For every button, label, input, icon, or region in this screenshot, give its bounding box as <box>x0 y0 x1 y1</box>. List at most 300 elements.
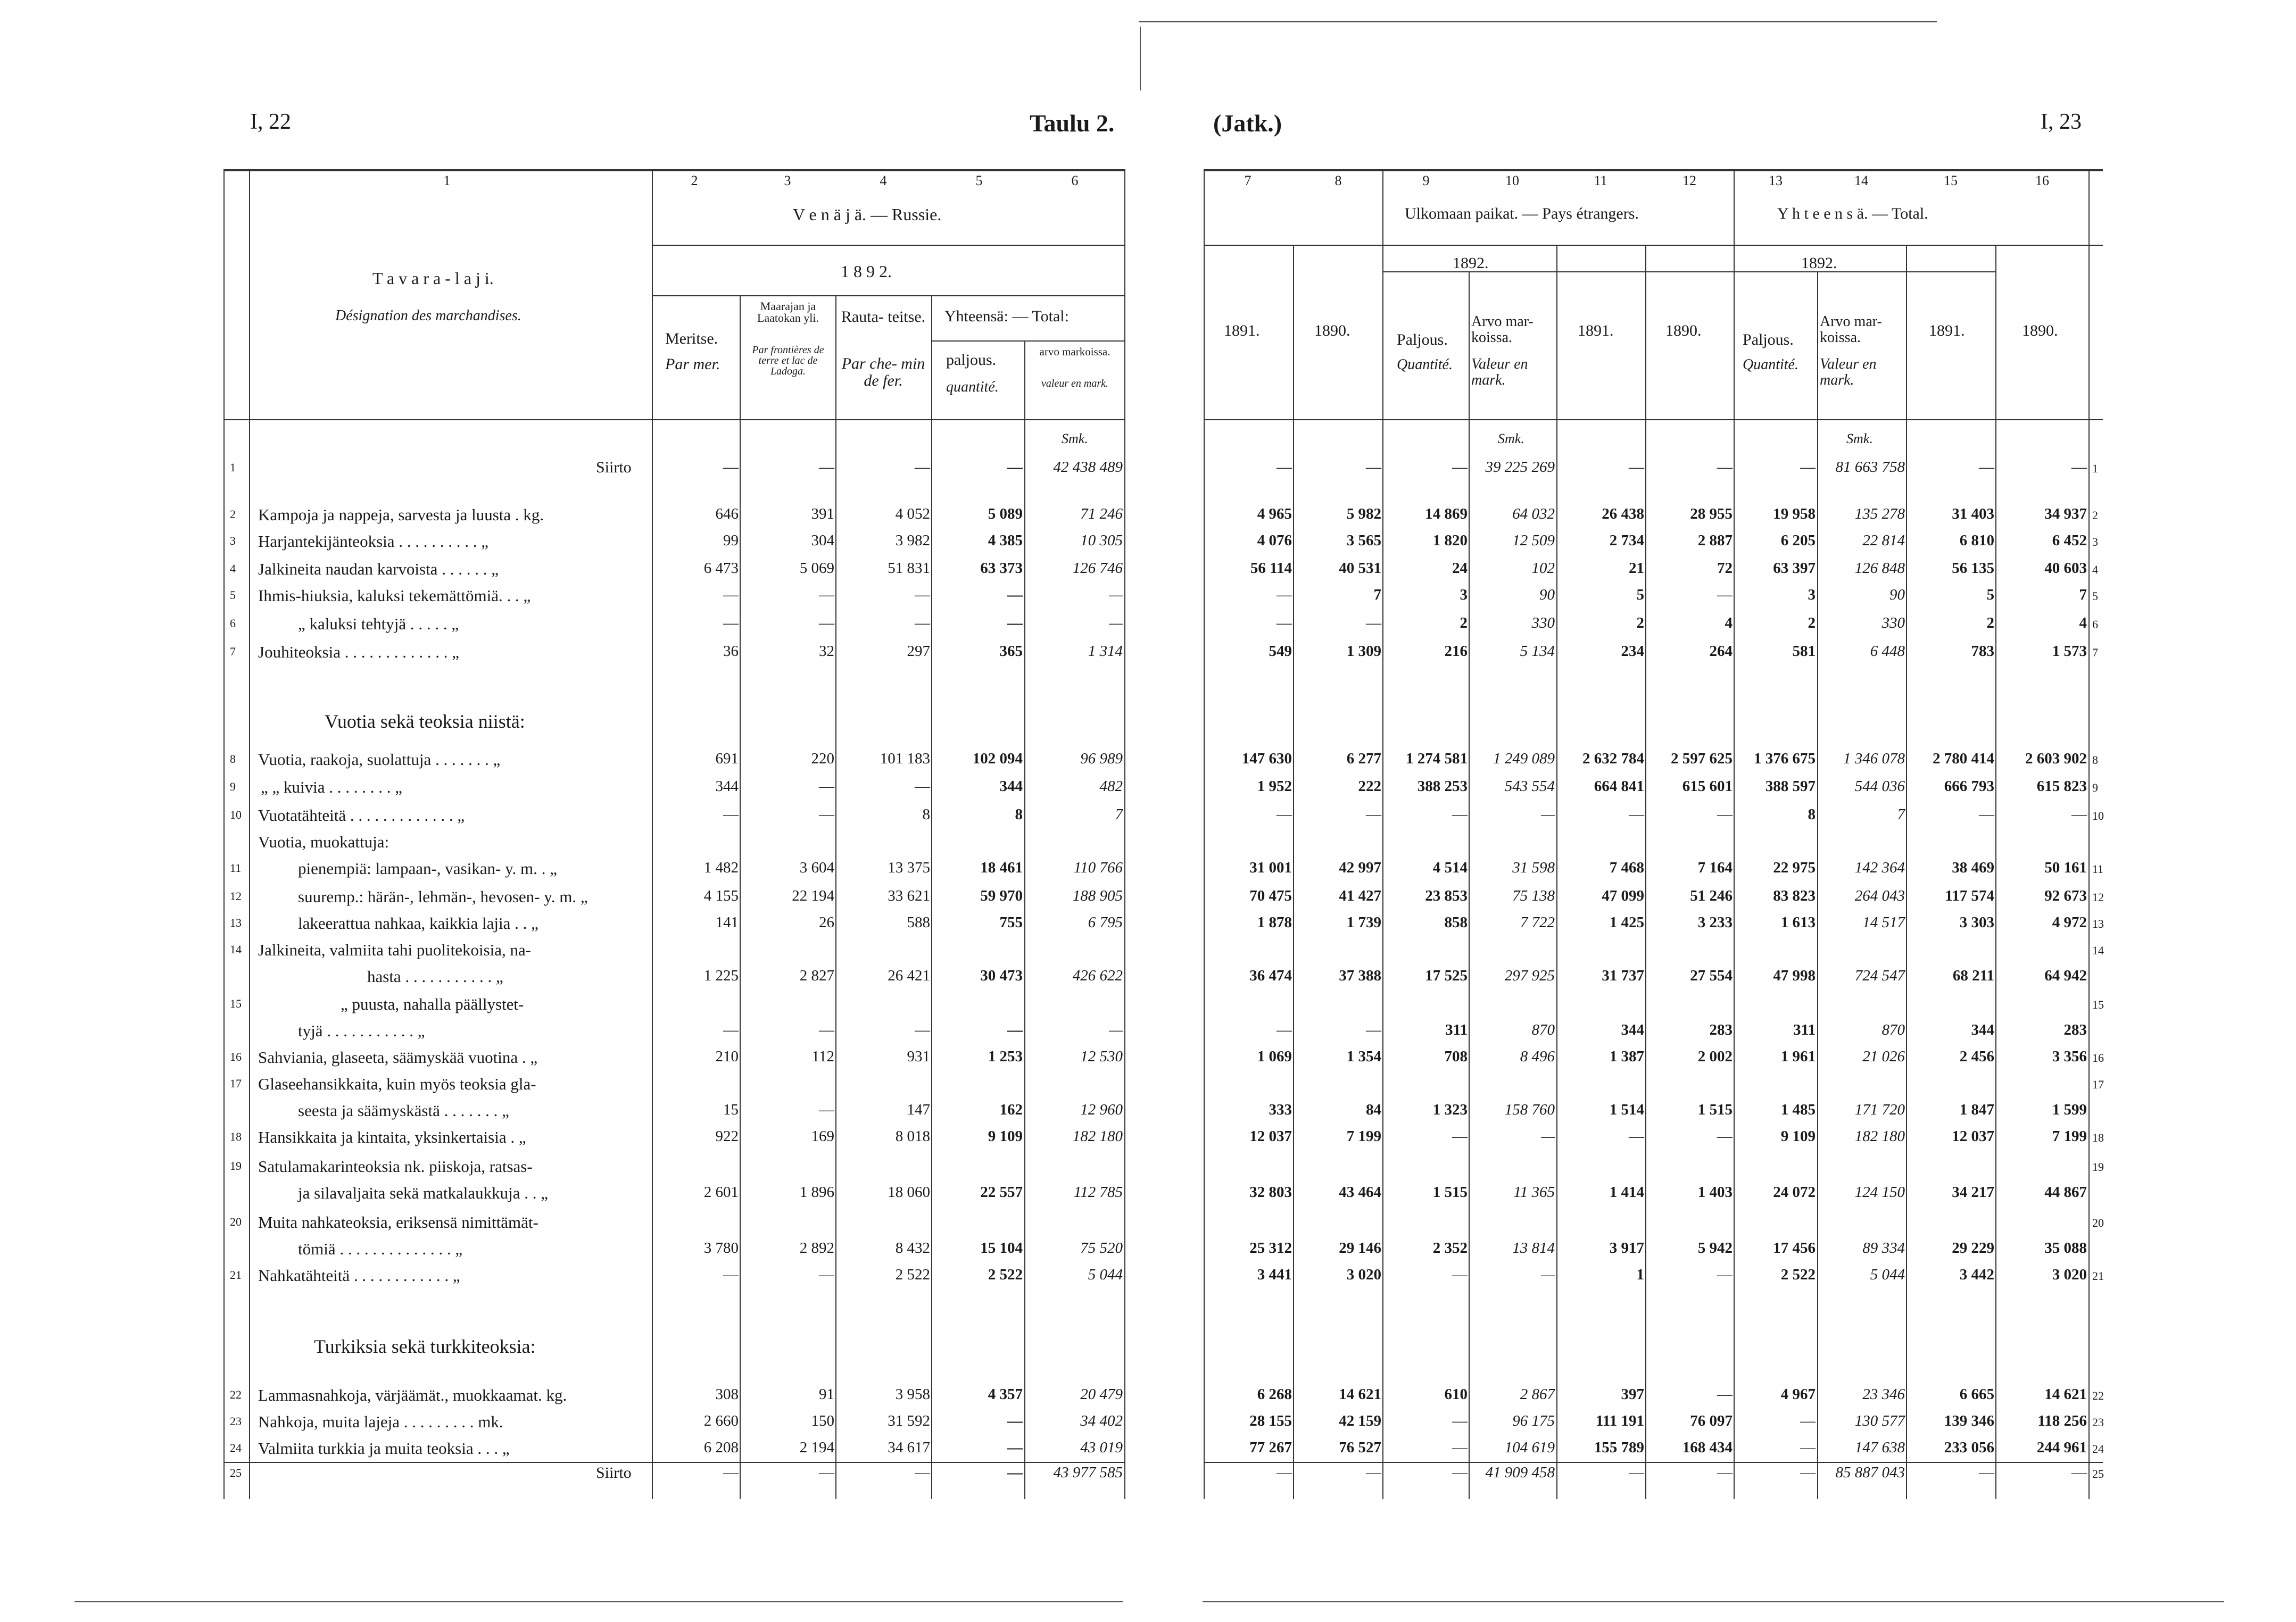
right-value-cell: 147 638 <box>1854 1439 1905 1456</box>
right-value-cell: 1 952 <box>1257 778 1292 795</box>
right-value-cell: 13 814 <box>1512 1240 1555 1257</box>
right-value-cell: 1 573 <box>2052 643 2087 660</box>
left-value-cell: 1 253 <box>988 1048 1023 1065</box>
right-value-cell: 283 <box>1709 1021 1733 1038</box>
right-value-cell: 7 199 <box>1346 1128 1381 1145</box>
left-value-cell: 43 977 585 <box>1053 1464 1123 1481</box>
left-col-number: 2 <box>691 173 698 188</box>
left-value-cell: 2 522 <box>988 1266 1023 1283</box>
left-value-cell: 482 <box>1099 778 1123 795</box>
row-number-left: 20 <box>230 1215 242 1228</box>
row-description: Jouhiteoksia . . . . . . . . . . . . . „ <box>258 643 459 661</box>
row-number-right: 11 <box>2092 862 2104 876</box>
row-description: tömiä . . . . . . . . . . . . . . „ <box>298 1240 463 1258</box>
left-value-cell: 646 <box>715 505 739 522</box>
row-description: Satulamakarinteoksia nk. piiskoja, ratsas- <box>258 1157 533 1176</box>
right-value-cell: 4 076 <box>1257 532 1292 549</box>
right-value-cell: 8 496 <box>1520 1048 1555 1065</box>
right-value-cell: — <box>1979 459 1994 476</box>
right-value-cell: 17 525 <box>1425 967 1468 984</box>
right-value-cell: 72 <box>1717 560 1733 577</box>
right-value-cell: 81 663 758 <box>1835 459 1905 476</box>
right-value-cell: 2 522 <box>1780 1266 1816 1283</box>
right-value-cell: 333 <box>1269 1101 1292 1118</box>
right-value-cell: 5 134 <box>1520 643 1555 660</box>
left-value-cell: 4 155 <box>703 887 739 904</box>
left-value-cell: — <box>915 459 930 476</box>
row-description: Muita nahkateoksia, eriksensä nimittämät- <box>258 1213 538 1232</box>
row-description: suuremp.: härän-, lehmän-, hevosen- y. m. „ <box>298 887 588 906</box>
right-value-cell: 6 268 <box>1257 1386 1292 1403</box>
left-value-cell: 22 557 <box>980 1184 1023 1201</box>
right-value-cell: 14 869 <box>1425 505 1468 522</box>
right-value-cell: — <box>1277 806 1292 823</box>
right-value-cell: 2 887 <box>1697 532 1733 549</box>
right-value-cell: 1 387 <box>1609 1048 1644 1065</box>
right-value-cell: 1 847 <box>1959 1101 1994 1118</box>
right-col-number: 16 <box>2035 173 2049 188</box>
right-value-cell: 96 175 <box>1512 1412 1555 1429</box>
year-1891-c: 1891. <box>1929 322 1965 339</box>
row-number-right: 9 <box>2092 781 2098 794</box>
right-col10-line <box>1556 245 1557 1499</box>
right-value-cell: 311 <box>1445 1021 1468 1038</box>
left-header-bottom-rule <box>223 419 1125 420</box>
left-value-cell: 36 <box>723 643 739 660</box>
right-value-cell: 85 887 043 <box>1835 1464 1905 1481</box>
right-value-cell: 234 <box>1621 643 1644 660</box>
right-value-cell: 41 909 458 <box>1485 1464 1555 1481</box>
left-value-cell: — <box>723 1021 739 1038</box>
right-value-cell: 25 312 <box>1249 1240 1292 1257</box>
right-value-cell: 2 002 <box>1697 1048 1733 1065</box>
right-value-cell: 7 <box>1897 806 1905 823</box>
bottom-fold-line-left <box>74 1601 1123 1602</box>
right-value-cell: 23 853 <box>1425 887 1468 904</box>
right-value-cell: 77 267 <box>1249 1439 1292 1456</box>
year-1890-b: 1890. <box>1665 322 1702 339</box>
right-value-cell: — <box>1366 1021 1381 1038</box>
right-value-cell: 388 597 <box>1765 778 1816 795</box>
valeur-b: Valeur en mark. <box>1820 356 1877 388</box>
row-description: Glaseehansikkaita, kuin myös teoksia gla- <box>258 1075 536 1093</box>
left-year-rule <box>652 295 1125 296</box>
row-description: tyjä . . . . . . . . . . . „ <box>298 1021 425 1040</box>
left-outer-line <box>223 169 225 1499</box>
left-value-cell: 344 <box>999 778 1023 795</box>
left-value-cell: 304 <box>811 532 834 549</box>
right-value-cell: 84 <box>1366 1101 1381 1118</box>
left-value-cell: 426 622 <box>1072 967 1123 984</box>
right-value-cell: 130 577 <box>1854 1412 1905 1429</box>
left-value-cell: 188 905 <box>1072 887 1123 904</box>
right-col-number: 8 <box>1335 173 1342 188</box>
right-value-cell: — <box>1277 586 1292 603</box>
left-value-cell: — <box>819 1266 834 1283</box>
left-value-cell: 2 194 <box>799 1439 834 1456</box>
row-number-right: 19 <box>2092 1160 2104 1174</box>
left-value-cell: — <box>819 1464 834 1481</box>
right-value-cell: 5 982 <box>1346 505 1381 522</box>
left-value-cell: — <box>1109 614 1123 631</box>
right-value-cell: 4 972 <box>2052 914 2087 931</box>
right-currency-unit-b: Smk. <box>1846 431 1873 446</box>
right-value-cell: 4 <box>2079 614 2087 631</box>
left-value-cell: 141 <box>715 914 739 931</box>
left-value-cell: 7 <box>1115 806 1123 823</box>
right-value-cell: 56 135 <box>1952 560 1994 577</box>
left-value-cell: 220 <box>811 750 834 767</box>
left-value-cell: 931 <box>907 1048 930 1065</box>
row-number-left: 21 <box>230 1268 242 1282</box>
right-value-cell: 5 <box>1986 586 1994 603</box>
left-value-cell: 31 592 <box>888 1412 930 1429</box>
right-value-cell: — <box>1717 1386 1733 1403</box>
right-col9-line <box>1469 271 1470 1499</box>
left-value-cell: 150 <box>811 1412 834 1429</box>
right-value-cell: 5 942 <box>1697 1240 1733 1257</box>
right-value-cell: 344 <box>1971 1021 1994 1038</box>
left-value-cell: 8 <box>922 806 930 823</box>
left-value-cell: 34 617 <box>888 1439 930 1456</box>
right-value-cell: 43 464 <box>1339 1184 1381 1201</box>
yhteensa-heading: Y h t e e n s ä. — Total. <box>1777 205 1928 222</box>
left-value-cell: 18 461 <box>980 859 1023 876</box>
left-year-1892: 1 8 9 2. <box>841 262 892 281</box>
left-value-cell: 20 479 <box>1080 1386 1123 1403</box>
right-value-cell: 27 554 <box>1690 967 1733 984</box>
row-description: Vuotia, raakoja, suolattuja . . . . . . . „ <box>258 750 501 769</box>
left-value-cell: 3 982 <box>895 532 930 549</box>
row-description: hasta . . . . . . . . . . . „ <box>367 967 503 986</box>
left-col-number: 5 <box>975 173 983 188</box>
right-value-cell: 4 514 <box>1432 859 1468 876</box>
left-value-cell: 112 785 <box>1073 1184 1123 1201</box>
right-value-cell: 51 246 <box>1690 887 1733 904</box>
left-value-cell: 3 958 <box>895 1386 930 1403</box>
right-value-cell: 168 434 <box>1682 1439 1733 1456</box>
right-value-cell: 155 789 <box>1594 1439 1644 1456</box>
row-description: pienempiä: lampaan-, vasikan- y. m. . „ <box>298 859 557 878</box>
right-value-cell: — <box>1979 1464 1994 1481</box>
right-value-cell: 2 603 902 <box>2025 750 2087 767</box>
left-value-cell: 5 069 <box>799 560 834 577</box>
right-col-number: 10 <box>1505 173 1519 188</box>
right-value-cell: 7 <box>2079 586 2087 603</box>
right-value-cell: 118 256 <box>2037 1412 2087 1429</box>
year-1891-a: 1891. <box>1224 322 1260 339</box>
right-col-number: 13 <box>1769 173 1783 188</box>
row-description: Lammasnahkoja, värjäämät., muokkaamat. kg. <box>258 1386 567 1404</box>
right-value-cell: 1 403 <box>1697 1184 1733 1201</box>
row-number-right: 6 <box>2092 618 2098 631</box>
right-value-cell: 6 810 <box>1959 532 1994 549</box>
right-value-cell: 126 848 <box>1854 560 1905 577</box>
right-value-cell: 870 <box>1881 1021 1905 1038</box>
right-value-cell: 102 <box>1531 560 1555 577</box>
right-value-cell: 2 <box>1636 614 1644 631</box>
right-value-cell: 2 <box>1460 614 1468 631</box>
right-value-cell: 63 397 <box>1773 560 1816 577</box>
right-value-cell: — <box>1452 1464 1468 1481</box>
left-value-cell: 33 621 <box>888 887 930 904</box>
right-value-cell: — <box>1717 806 1733 823</box>
left-value-cell: 26 421 <box>888 967 930 984</box>
left-value-cell: — <box>723 1266 739 1283</box>
right-value-cell: 724 547 <box>1854 967 1905 984</box>
row-number-left: 3 <box>230 534 236 547</box>
right-value-cell: 37 388 <box>1339 967 1381 984</box>
left-value-cell: — <box>915 778 930 795</box>
left-value-cell: 755 <box>999 914 1023 931</box>
right-value-cell: — <box>1452 1128 1468 1145</box>
right-value-cell: 244 961 <box>2036 1439 2087 1456</box>
left-value-cell: 2 522 <box>895 1266 930 1283</box>
left-value-cell: 26 <box>819 914 834 931</box>
designation-heading: Désignation des marchandises. <box>335 307 521 324</box>
row-number-right: 16 <box>2092 1051 2104 1064</box>
right-col16-line <box>2088 169 2090 1499</box>
right-value-cell: — <box>1366 459 1381 476</box>
right-value-cell: 135 278 <box>1854 505 1905 522</box>
row-number-right: 5 <box>2092 589 2098 603</box>
right-value-cell: 1 425 <box>1609 914 1644 931</box>
right-value-cell: — <box>1541 1128 1555 1145</box>
right-value-cell: 41 427 <box>1339 887 1381 904</box>
right-value-cell: 39 225 269 <box>1485 459 1555 476</box>
right-value-cell: — <box>1452 1266 1468 1283</box>
continuation-label: (Jatk.) <box>1213 110 1282 137</box>
left-value-cell: 8 432 <box>895 1240 930 1257</box>
par-frontieres-label: Par frontières de terre et lac de Ladoga. <box>752 344 824 377</box>
row-number-left: 23 <box>230 1415 242 1428</box>
left-value-cell: 6 473 <box>703 560 739 577</box>
left-value-cell: 10 305 <box>1080 532 1123 549</box>
left-col3-line <box>835 295 836 1499</box>
right-value-cell: 6 665 <box>1959 1386 1994 1403</box>
left-value-cell: 297 <box>907 643 930 660</box>
row-number-right: 3 <box>2092 535 2098 548</box>
left-value-cell: 2 827 <box>799 967 834 984</box>
left-value-cell: 182 180 <box>1072 1128 1123 1145</box>
left-value-cell: 101 183 <box>880 750 930 767</box>
right-col-number: 7 <box>1244 173 1251 188</box>
right-col11-line <box>1645 245 1646 1499</box>
right-value-cell: 615 823 <box>2036 778 2087 795</box>
right-value-cell: 1 354 <box>1346 1048 1381 1065</box>
right-value-cell: 182 180 <box>1854 1128 1905 1145</box>
row-number-left: 16 <box>230 1050 242 1063</box>
left-value-cell: 43 019 <box>1080 1439 1123 1456</box>
left-value-cell: 59 970 <box>980 887 1023 904</box>
right-value-cell: — <box>1277 614 1292 631</box>
right-value-cell: 7 468 <box>1609 859 1644 876</box>
right-col-number: 9 <box>1422 173 1430 188</box>
row-number-left: 8 <box>230 752 236 766</box>
right-value-cell: 47 099 <box>1602 887 1644 904</box>
row-description: Harjantekijänteoksia . . . . . . . . . . „ <box>258 532 489 551</box>
right-value-cell: 92 673 <box>2044 887 2087 904</box>
right-value-cell: 40 531 <box>1339 560 1381 577</box>
right-value-cell: 124 150 <box>1854 1184 1905 1201</box>
right-col7-line <box>1293 245 1294 1499</box>
right-value-cell: 3 020 <box>2052 1266 2087 1283</box>
left-right-line <box>1124 169 1125 1499</box>
row-number-right: 17 <box>2092 1078 2104 1091</box>
left-col2-line <box>740 295 741 1499</box>
row-description: Sahviania, glaseeta, säämyskää vuotina . „ <box>258 1048 538 1067</box>
valeur-label: valeur en mark. <box>1041 378 1109 389</box>
right-value-cell: 1 599 <box>2052 1101 2087 1118</box>
left-value-cell: — <box>723 586 739 603</box>
right-value-cell: 3 233 <box>1697 914 1733 931</box>
row-number-left: 24 <box>230 1441 242 1454</box>
right-value-cell: 22 975 <box>1773 859 1816 876</box>
left-yht-rule <box>931 340 1125 342</box>
row-description: Kampoja ja nappeja, sarvesta ja luusta . kg. <box>258 505 544 524</box>
left-value-cell: 91 <box>819 1386 834 1403</box>
left-value-cell: 112 <box>811 1048 834 1065</box>
left-value-cell: 15 104 <box>980 1240 1023 1257</box>
siirto-bottom-label: Siirto <box>596 1464 632 1482</box>
right-col15-line <box>1995 245 1996 1499</box>
right-value-cell: 264 <box>1709 643 1733 660</box>
right-value-cell: 6 448 <box>1870 643 1905 660</box>
right-value-cell: — <box>1800 1439 1816 1456</box>
right-value-cell: 2 456 <box>1959 1048 1994 1065</box>
left-value-cell: — <box>723 459 739 476</box>
right-value-cell: 330 <box>1531 614 1555 631</box>
right-value-cell: 7 722 <box>1520 914 1555 931</box>
row-number-right: 13 <box>2092 917 2104 930</box>
right-value-cell: 666 793 <box>1944 778 1994 795</box>
right-value-cell: 1 515 <box>1697 1101 1733 1118</box>
left-value-cell: 3 780 <box>703 1240 739 1257</box>
right-value-cell: 1 249 089 <box>1493 750 1555 767</box>
right-value-cell: — <box>1541 806 1555 823</box>
right-value-cell: — <box>1800 459 1816 476</box>
left-value-cell: 32 <box>819 643 834 660</box>
year-1890-a: 1890. <box>1314 322 1350 339</box>
right-value-cell: — <box>1717 586 1733 603</box>
right-value-cell: 64 942 <box>2044 967 2087 984</box>
left-value-cell: 5 044 <box>1088 1266 1123 1283</box>
right-value-cell: 1 820 <box>1432 532 1468 549</box>
right-value-cell: 3 <box>1460 586 1468 603</box>
row-number-left: 15 <box>230 997 242 1010</box>
right-value-cell: 264 043 <box>1854 887 1905 904</box>
row-number-right: 15 <box>2092 998 2104 1011</box>
right-value-cell: 75 138 <box>1512 887 1555 904</box>
right-col14-line <box>1906 245 1907 1499</box>
left-value-cell: — <box>1007 459 1023 476</box>
left-value-cell: 3 604 <box>799 859 834 876</box>
right-value-cell: — <box>1717 1266 1733 1283</box>
quantite-label: quantité. <box>946 379 999 395</box>
right-value-cell: 83 823 <box>1773 887 1816 904</box>
right-value-cell: 14 621 <box>1339 1386 1381 1403</box>
right-value-cell: 5 044 <box>1870 1266 1905 1283</box>
left-value-cell: 365 <box>999 643 1023 660</box>
row-description: Vuotatähteitä . . . . . . . . . . . . . „ <box>258 806 465 825</box>
left-value-cell: 210 <box>715 1048 739 1065</box>
left-value-cell: 30 473 <box>980 967 1023 984</box>
right-value-cell: 12 037 <box>1249 1128 1292 1145</box>
right-year-1892-b: 1892. <box>1801 254 1837 272</box>
right-value-cell: 104 619 <box>1504 1439 1555 1456</box>
right-value-cell: 615 601 <box>1682 778 1733 795</box>
year-1890-c: 1890. <box>2022 322 2058 339</box>
left-col-number: 4 <box>880 173 887 188</box>
row-number-left: 10 <box>230 808 242 821</box>
yhteensa-total-label: Yhteensä: — Total: <box>944 307 1069 325</box>
right-value-cell: 783 <box>1971 643 1994 660</box>
right-value-cell: 3 442 <box>1959 1266 1994 1283</box>
left-value-cell: 2 601 <box>703 1184 739 1201</box>
right-value-cell: 56 114 <box>1250 560 1292 577</box>
left-value-cell: 1 314 <box>1088 643 1123 660</box>
right-value-cell: 12 509 <box>1512 532 1555 549</box>
right-year-1892-a: 1892. <box>1453 254 1489 272</box>
right-value-cell: 6 452 <box>2052 532 2087 549</box>
left-value-cell: 1 482 <box>703 859 739 876</box>
right-value-cell: 1 514 <box>1609 1101 1644 1118</box>
right-group-rule <box>1204 245 2103 246</box>
left-value-cell: — <box>915 614 930 631</box>
right-value-cell: 32 803 <box>1249 1184 1292 1201</box>
row-number-left: 9 <box>230 780 236 793</box>
right-value-cell: — <box>1629 1128 1644 1145</box>
right-page-number: I, 23 <box>2041 110 2082 134</box>
row-description: „ kaluksi tehtyjä . . . . . „ <box>298 614 459 633</box>
right-value-cell: — <box>2071 459 2087 476</box>
right-bottom-rule <box>1204 1462 2103 1463</box>
row-description: seesta ja säämyskästä . . . . . . . „ <box>298 1101 509 1120</box>
right-value-cell: 68 211 <box>1952 967 1994 984</box>
left-col-number: 6 <box>1071 173 1079 188</box>
right-value-cell: 11 365 <box>1513 1184 1555 1201</box>
left-value-cell: 75 520 <box>1080 1240 1123 1257</box>
row-number-left: 19 <box>230 1159 242 1172</box>
row-number-right: 18 <box>2092 1131 2104 1144</box>
left-value-cell: — <box>819 1021 834 1038</box>
section-vuotia: Vuotia sekä teoksia niistä: <box>325 711 525 732</box>
left-value-cell: 51 831 <box>888 560 930 577</box>
ulkomaan-heading: Ulkomaan paikat. — Pays étrangers. <box>1405 205 1639 222</box>
left-value-cell: 18 060 <box>888 1184 930 1201</box>
left-value-cell: 4 052 <box>895 505 930 522</box>
row-number-right: 10 <box>2092 809 2104 822</box>
row-description: ja silavaljaita sekä matkalaukkuja . . „ <box>298 1184 548 1202</box>
row-number-left: 22 <box>230 1388 242 1401</box>
right-value-cell: 34 937 <box>2044 505 2087 522</box>
left-value-cell: — <box>1109 1021 1123 1038</box>
paljous-label: paljous. <box>946 351 997 369</box>
left-value-cell: — <box>819 586 834 603</box>
right-value-cell: 147 630 <box>1241 750 1292 767</box>
left-value-cell: 13 375 <box>888 859 930 876</box>
left-value-cell: — <box>915 1464 930 1481</box>
left-value-cell: 308 <box>715 1386 739 1403</box>
right-value-cell: — <box>1366 1464 1381 1481</box>
row-description: Jalkineita naudan karvoista . . . . . . „ <box>258 560 499 578</box>
row-number-left: 1 <box>230 461 236 474</box>
left-value-cell: — <box>819 614 834 631</box>
right-value-cell: 14 517 <box>1862 914 1905 931</box>
right-value-cell: 38 469 <box>1952 859 1994 876</box>
left-value-cell: 391 <box>811 505 834 522</box>
right-value-cell: — <box>1452 1439 1468 1456</box>
